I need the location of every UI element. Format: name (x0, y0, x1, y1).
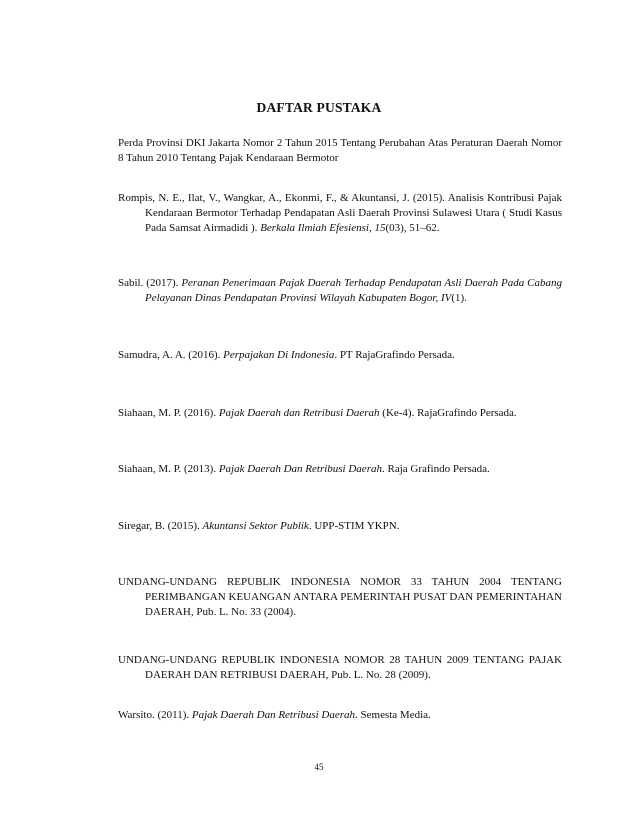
reference-text: Siahaan, M. P. (2016). (118, 407, 219, 419)
reference-entry (118, 653, 562, 683)
reference-tail: . Semesta Media. (355, 709, 431, 721)
reference-entry (118, 519, 562, 534)
reference-tail: (1). (451, 292, 467, 304)
reference-entry (118, 406, 562, 421)
reference-entry (118, 276, 562, 306)
reference-entry (118, 575, 562, 620)
reference-text: UNDANG-UNDANG REPUBLIK INDONESIA NOMOR 33 TAHUN 2004 TENTANG PERIMBANGAN KEUANGAN ANTARA PEMERINTAH PUSAT DAN PEMERINTAHAN DAERAH, Pub. L. No. 33 (2004). (118, 576, 562, 618)
reference-tail: . UPP-STIM YKPN. (308, 520, 400, 532)
reference-text: Perda Provinsi DKI Jakarta Nomor 2 Tahun 2015 Tentang Perubahan Atas Peraturan Daerah Nomor 8 Tahun 2010 Tentang Pajak Kendaraan Bermotor (118, 137, 562, 164)
reference-text: Warsito. (2011). (118, 709, 192, 721)
reference-entry (118, 136, 562, 166)
reference-text: Siregar, B. (2015). (118, 520, 203, 532)
reference-italic: Peranan Penerimaan Pajak Daerah Terhadap Pendapatan Asli Daerah Pada Cabang Pelayanan Dinas Pendapatan Provinsi Wilayah Kabupaten Bogor, IV (145, 277, 562, 304)
reference-entry (118, 462, 562, 477)
reference-italic: Berkala Ilmiah Efesiensi, 15 (260, 222, 386, 234)
reference-tail: (Ke-4). RajaGrafindo Persada. (379, 407, 517, 419)
reference-text: Sabil. (2017). (118, 277, 182, 289)
reference-text: UNDANG-UNDANG REPUBLIK INDONESIA NOMOR 28 TAHUN 2009 TENTANG PAJAK DAERAH DAN RETRIBUSI DAERAH, Pub. L. No. 28 (2009). (118, 654, 562, 681)
reference-italic: Akuntansi Sektor Publik (202, 520, 309, 532)
page-title: DAFTAR PUSTAKA (256, 100, 382, 115)
page-number: 45 (314, 762, 324, 772)
reference-text: Rompis, N. E., Ilat, V., Wangkar, A., Ekonmi, F., & Akuntansi, J. (2015). Analisis Kontribusi Pajak Kendaraan Bermotor Terhadap Pendapatan Asli Daerah Provinsi Sulawesi Utara ( Studi Kasus Pada Samsat Airmadidi ). (118, 192, 562, 234)
reference-tail: . PT RajaGrafindo Persada. (334, 349, 455, 361)
reference-italic: Pajak Daerah Dan Retribusi Daerah (191, 709, 356, 721)
reference-entry (118, 348, 562, 363)
reference-entry (118, 191, 562, 236)
reference-italic: Pajak Daerah Dan Retribusi Daerah (218, 463, 382, 475)
reference-tail: (03), 51–62. (385, 222, 440, 234)
reference-text: Samudra, A. A. (2016). (118, 349, 224, 361)
reference-text: Siahaan, M. P. (2013). (118, 463, 219, 475)
reference-entry (118, 708, 562, 723)
reference-tail: . Raja Grafindo Persada. (381, 463, 490, 475)
reference-italic: Perpajakan Di Indonesia (223, 349, 335, 361)
reference-italic: Pajak Daerah dan Retribusi Daerah (218, 407, 380, 419)
